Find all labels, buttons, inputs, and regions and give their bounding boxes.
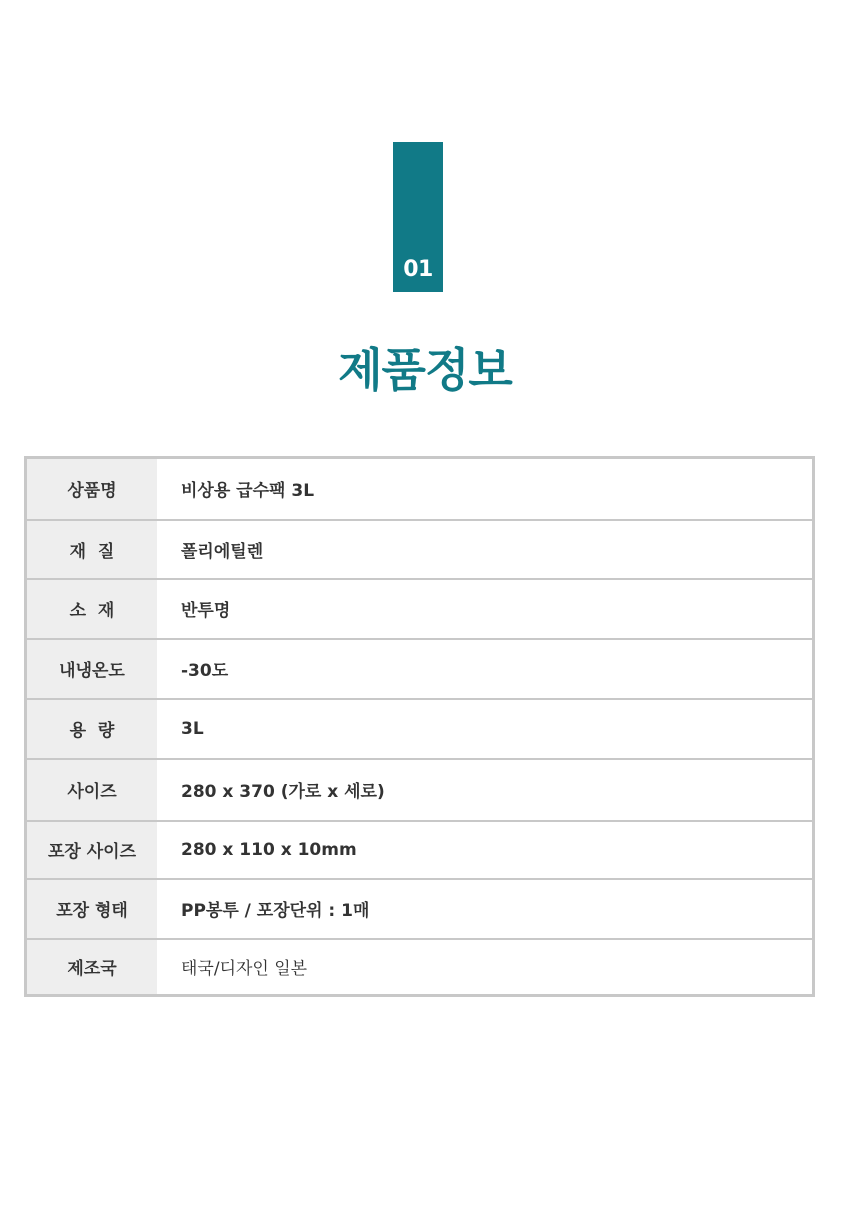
- table-row-package-type: [26, 879, 814, 939]
- section-number: 01: [403, 257, 433, 282]
- table-row-country: [26, 939, 814, 996]
- row-value: 280 x 110 x 10mm: [157, 821, 814, 879]
- row-label: 포장 사이즈: [26, 821, 158, 879]
- row-label: 내냉온도: [26, 639, 158, 699]
- section-title: 제품정보: [338, 343, 512, 397]
- section-number-badge: [393, 142, 443, 292]
- row-value: 비상용 급수팩 3L: [157, 458, 814, 520]
- row-label: 재 질: [26, 520, 158, 579]
- row-value: 반투명: [157, 579, 814, 639]
- row-value: 폴리에틸렌: [157, 520, 814, 579]
- table-row-package-size: [26, 821, 814, 879]
- row-label: 소 재: [26, 579, 158, 639]
- table-row-size: [26, 759, 814, 821]
- row-value: 3L: [157, 699, 814, 759]
- row-value: 태국/디자인 일본: [157, 939, 814, 996]
- product-spec-table: [24, 456, 815, 997]
- table-row-product-name: [26, 458, 814, 520]
- row-label: 포장 형태: [26, 879, 158, 939]
- row-value: 280 x 370 (가로 x 세로): [157, 759, 814, 821]
- row-value: -30도: [157, 639, 814, 699]
- table-row-material: [26, 520, 814, 579]
- row-label: 사이즈: [26, 759, 158, 821]
- table-row-capacity: [26, 699, 814, 759]
- row-label: 용 량: [26, 699, 158, 759]
- table-row-fabric: [26, 579, 814, 639]
- table-row-temperature: [26, 639, 814, 699]
- row-label: 상품명: [26, 458, 158, 520]
- row-label: 제조국: [26, 939, 158, 996]
- row-value: PP봉투 / 포장단위 : 1매: [157, 879, 814, 939]
